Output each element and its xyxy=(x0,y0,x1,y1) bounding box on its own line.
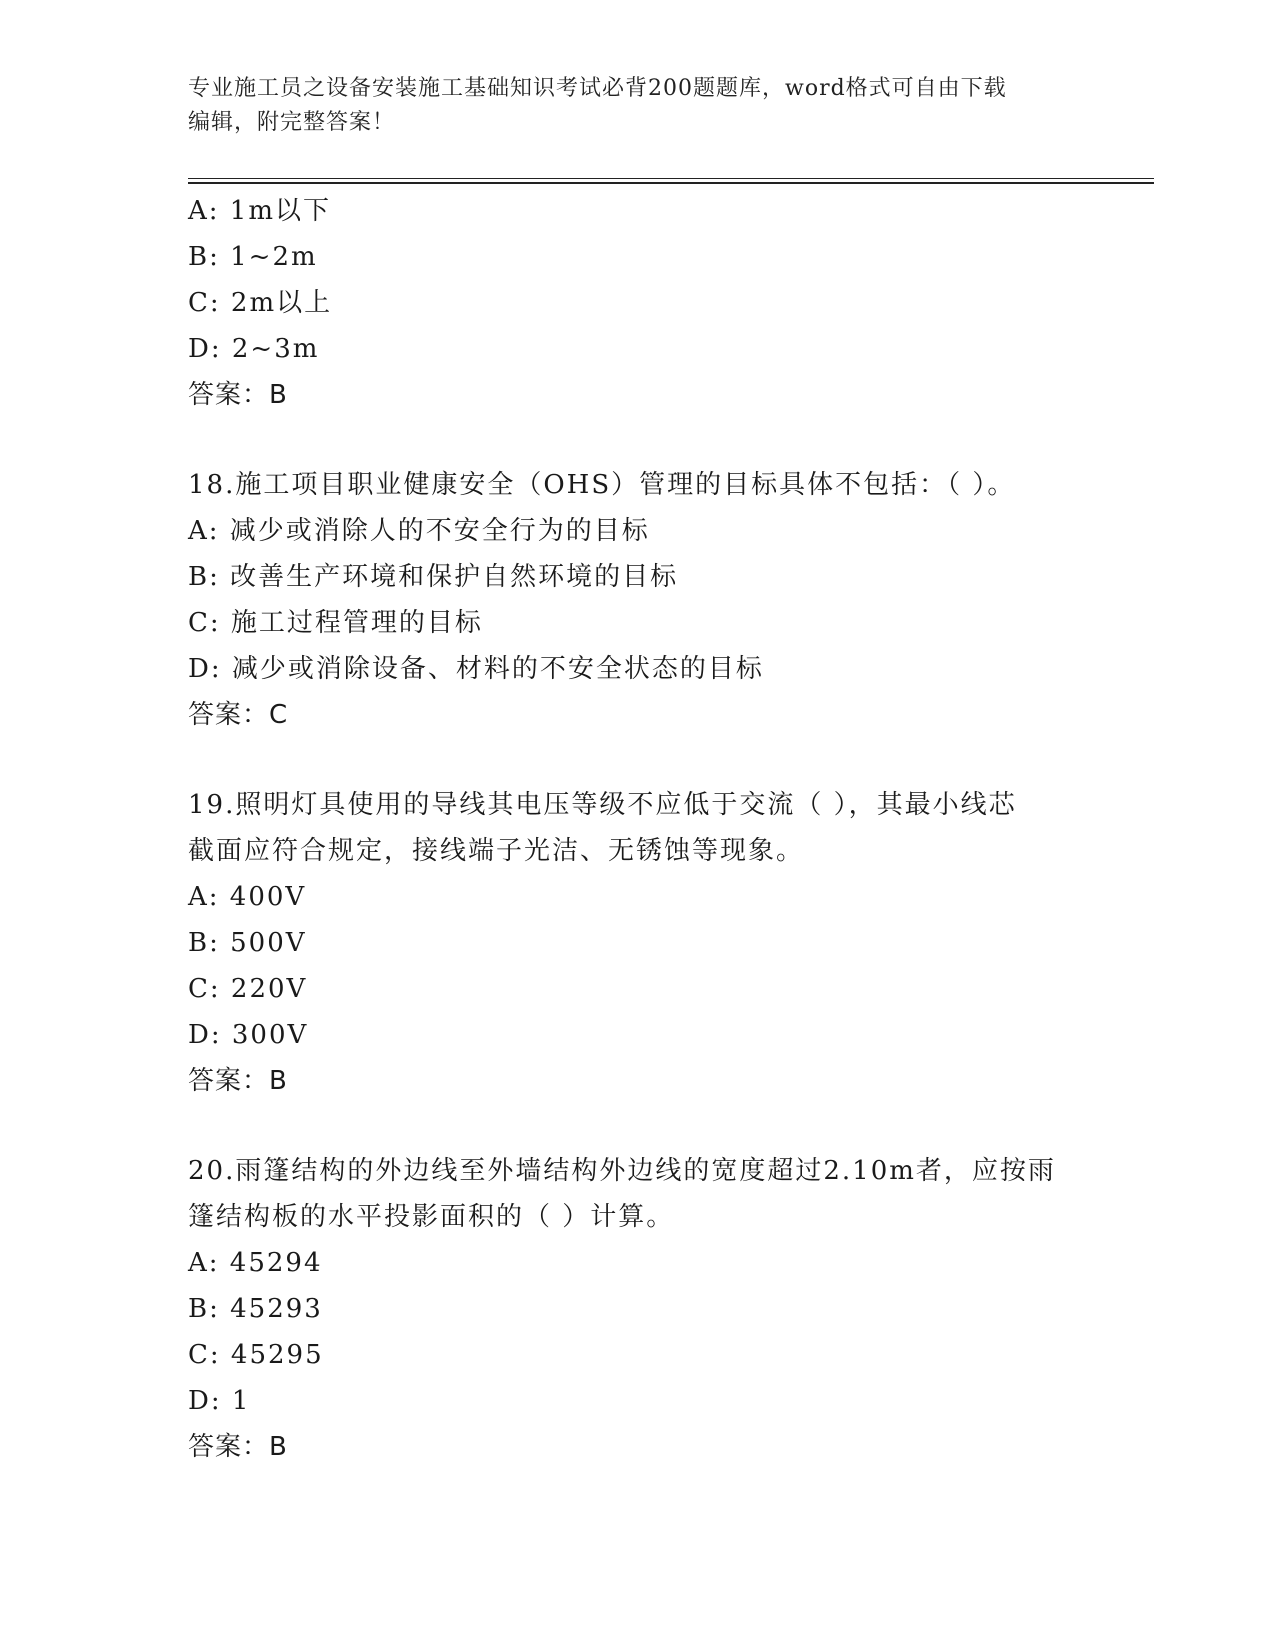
question-stem: 20.雨篷结构的外边线至外墙结构外边线的宽度超过2.10m者，应按雨 xyxy=(188,1156,1056,1186)
answer-line: 答案：B xyxy=(188,1432,288,1462)
option-a: A: 减少或消除人的不安全行为的目标 xyxy=(188,516,650,546)
option-c: C: 施工过程管理的目标 xyxy=(188,608,483,638)
question-stem: 19.照明灯具使用的导线其电压等级不应低于交流（ ），其最小线芯 xyxy=(188,790,1017,820)
option-a: A: 1m以下 xyxy=(188,196,331,226)
option-a: A: 400V xyxy=(188,882,307,912)
question-spacer xyxy=(188,738,1088,782)
question-20 xyxy=(188,1148,1088,1470)
question-list xyxy=(188,188,1088,1470)
document-header xyxy=(188,72,1088,140)
option-d: D: 1 xyxy=(188,1386,251,1416)
prev-question-block xyxy=(188,188,1088,418)
header-divider-thick xyxy=(188,182,1154,184)
answer-line: 答案：B xyxy=(188,380,288,410)
question-stem-continued: 截面应符合规定，接线端子光洁、无锈蚀等现象。 xyxy=(188,836,805,866)
option-b: B: 500V xyxy=(188,928,307,958)
option-d: D: 300V xyxy=(188,1020,309,1050)
question-19 xyxy=(188,782,1088,1104)
option-a: A: 45294 xyxy=(188,1248,323,1278)
header-title-line1: 专业施工员之设备安装施工基础知识考试必背200题题库，word格式可自由下载 xyxy=(188,76,1007,101)
answer-line: 答案：B xyxy=(188,1066,288,1096)
question-spacer xyxy=(188,418,1088,462)
header-title-line2: 编辑，附完整答案！ xyxy=(188,110,396,135)
option-d: D: 2~3m xyxy=(188,334,320,364)
answer-line: 答案：C xyxy=(188,700,289,730)
option-c: C: 220V xyxy=(188,974,308,1004)
header-divider-thin xyxy=(188,178,1154,179)
question-stem: 18.施工项目职业健康安全（OHS）管理的目标具体不包括：（ ）。 xyxy=(188,470,1016,500)
question-18 xyxy=(188,462,1088,738)
option-c: C: 2m以上 xyxy=(188,288,333,318)
option-c: C: 45295 xyxy=(188,1340,324,1370)
question-spacer xyxy=(188,1104,1088,1148)
option-b: B: 改善生产环境和保护自然环境的目标 xyxy=(188,562,679,592)
option-b: B: 45293 xyxy=(188,1294,323,1324)
option-b: B: 1~2m xyxy=(188,242,318,272)
option-d: D: 减少或消除设备、材料的不安全状态的目标 xyxy=(188,654,764,684)
question-stem-continued: 篷结构板的水平投影面积的（ ）计算。 xyxy=(188,1202,675,1232)
